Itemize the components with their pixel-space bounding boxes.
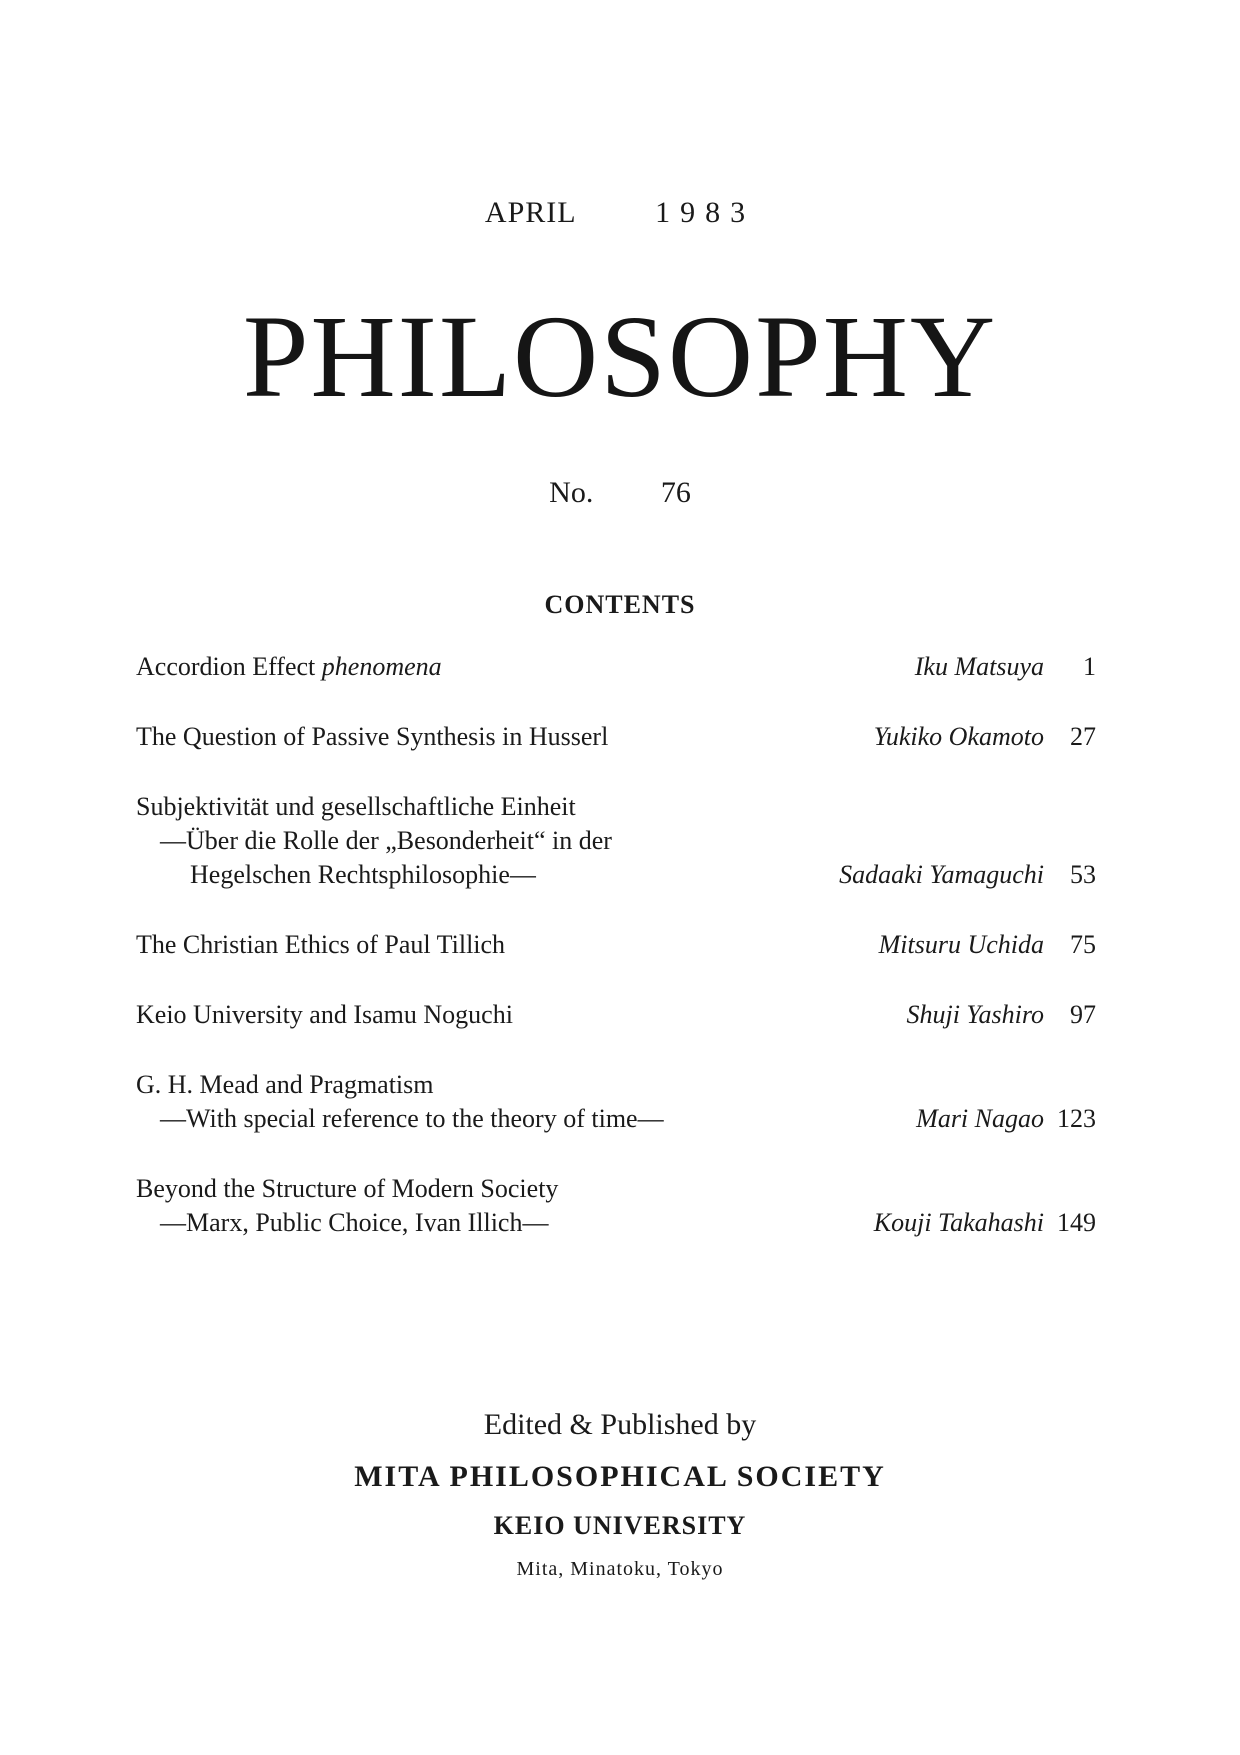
toc-entry-author: Yukiko Okamoto <box>873 722 1044 751</box>
toc-entry-title-italic: phenomena <box>321 652 442 681</box>
toc-entry-page: 149 <box>1057 1208 1096 1237</box>
toc-entry-subtitle: —With special reference to the theory of time— <box>160 1104 664 1133</box>
toc-entry-title: Keio University and Isamu Noguchi <box>136 1000 513 1029</box>
toc-entry-subtitle: Hegelschen Rechtsphilosophie— <box>190 860 536 889</box>
contents-heading: CONTENTS <box>544 590 696 619</box>
edited-by-line: Edited & Published by <box>483 1408 757 1441</box>
journal-title: PHILOSOPHY <box>242 291 998 422</box>
issue-number <box>0 476 1240 510</box>
toc-entry-page: 75 <box>1070 930 1096 959</box>
toc-entry-title: The Christian Ethics of Paul Tillich <box>136 930 506 959</box>
publisher-society: MITA PHILOSOPHICAL SOCIETY <box>354 1460 886 1493</box>
toc-entry-author: Sadaaki Yamaguchi <box>839 860 1044 889</box>
toc-entry <box>136 720 1096 754</box>
publisher-university: KEIO UNIVERSITY <box>493 1511 747 1540</box>
toc-entry-subtitle: —Marx, Public Choice, Ivan Illich— <box>160 1208 549 1237</box>
toc-entry <box>136 650 1096 684</box>
toc-entry-page: 53 <box>1070 860 1096 889</box>
toc-entry-title: G. H. Mead and Pragmatism <box>136 1070 434 1099</box>
issue-year: 1983 <box>655 196 756 229</box>
toc-entry-page: 27 <box>1070 722 1096 751</box>
issue-number-value: 76 <box>660 476 691 509</box>
toc-entry-author: Mari Nagao <box>916 1104 1044 1133</box>
toc-entry-title-text: Accordion Effect <box>136 652 316 681</box>
toc-entry-page: 1 <box>1083 652 1096 681</box>
toc-entry <box>136 790 1096 892</box>
toc-entry-title: The Question of Passive Synthesis in Husserl <box>136 722 609 751</box>
toc-entry <box>136 998 1096 1032</box>
toc-entry-title: Beyond the Structure of Modern Society <box>136 1174 559 1203</box>
toc-entry-page: 97 <box>1070 1000 1096 1029</box>
issue-date <box>0 196 1240 230</box>
toc-entry-subtitle: —Über die Rolle der „Besonderheit“ in der <box>160 826 612 855</box>
publisher-block <box>0 1405 1240 1583</box>
toc-entry-author: Kouji Takahashi <box>873 1208 1044 1237</box>
toc-entry-author: Iku Matsuya <box>914 652 1044 681</box>
toc-entry-author: Shuji Yashiro <box>906 1000 1044 1029</box>
toc-entry-author: Mitsuru Uchida <box>878 930 1044 959</box>
publisher-address: Mita, Minatoku, Tokyo <box>516 1558 724 1580</box>
issue-month: APRIL <box>484 196 577 229</box>
toc-entry <box>136 1068 1096 1136</box>
issue-number-label: No. <box>549 476 594 509</box>
toc-entry <box>136 928 1096 962</box>
toc-entry-page: 123 <box>1057 1104 1096 1133</box>
toc-entry <box>136 1172 1096 1240</box>
toc-entry-title: Subjektivität und gesellschaftliche Einheit <box>136 792 576 821</box>
